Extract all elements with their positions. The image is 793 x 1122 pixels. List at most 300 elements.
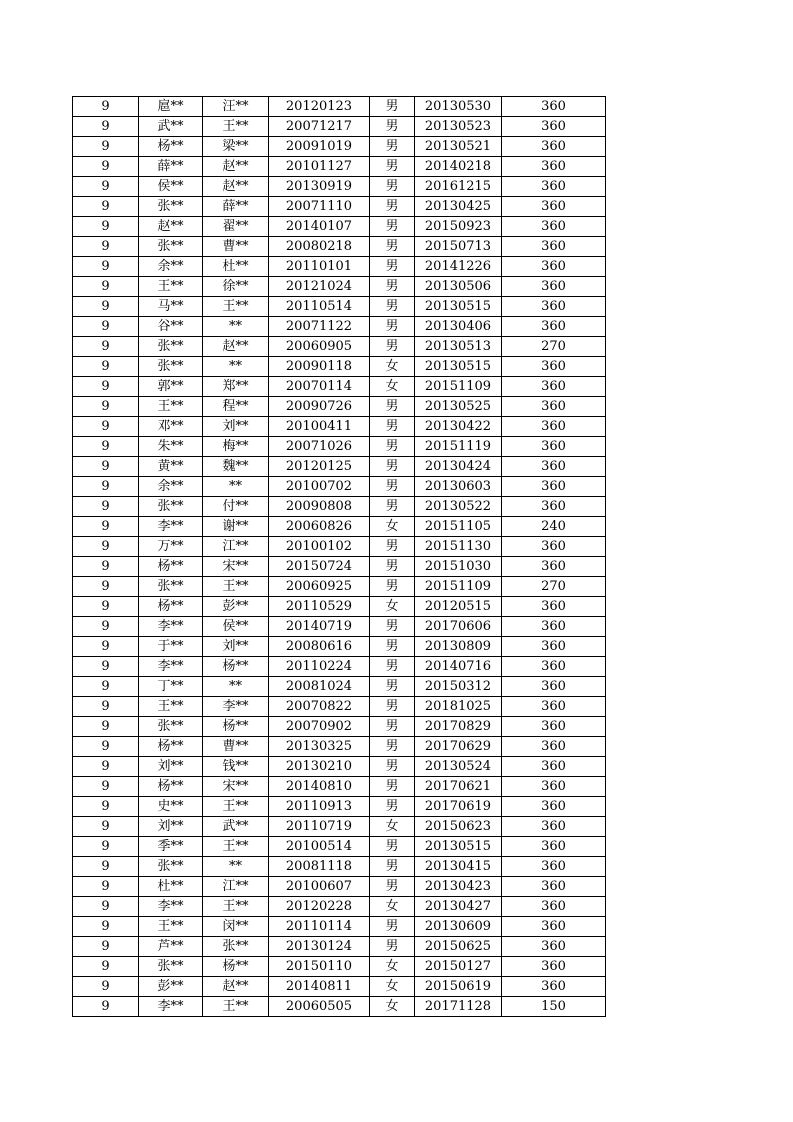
birth-date-cell: 20130325 <box>269 737 370 757</box>
group-cell: 9 <box>73 277 139 297</box>
guardian-cell: 魏** <box>203 457 269 477</box>
name-cell: 马** <box>139 297 203 317</box>
amount-cell: 360 <box>502 537 606 557</box>
table-row <box>73 157 606 177</box>
name-cell: 王** <box>139 697 203 717</box>
table-body <box>73 97 606 1017</box>
table-row <box>73 617 606 637</box>
guardian-cell: 杜** <box>203 257 269 277</box>
gender-cell: 女 <box>370 517 415 537</box>
name-cell: 彭** <box>139 977 203 997</box>
name-cell: 黄** <box>139 457 203 477</box>
gender-cell: 男 <box>370 497 415 517</box>
start-date-cell: 20130530 <box>415 97 502 117</box>
group-cell: 9 <box>73 177 139 197</box>
amount-cell: 360 <box>502 317 606 337</box>
table-row <box>73 857 606 877</box>
birth-date-cell: 20091019 <box>269 137 370 157</box>
guardian-cell: 江** <box>203 537 269 557</box>
amount-cell: 360 <box>502 297 606 317</box>
birth-date-cell: 20060925 <box>269 577 370 597</box>
group-cell: 9 <box>73 137 139 157</box>
table-row <box>73 877 606 897</box>
table-row <box>73 797 606 817</box>
table-row <box>73 637 606 657</box>
birth-date-cell: 20071122 <box>269 317 370 337</box>
group-cell: 9 <box>73 957 139 977</box>
data-table <box>72 96 606 1017</box>
name-cell: 张** <box>139 857 203 877</box>
birth-date-cell: 20071217 <box>269 117 370 137</box>
start-date-cell: 20130515 <box>415 837 502 857</box>
group-cell: 9 <box>73 917 139 937</box>
table-row <box>73 837 606 857</box>
name-cell: 于** <box>139 637 203 657</box>
table-row <box>73 477 606 497</box>
amount-cell: 270 <box>502 337 606 357</box>
table-row <box>73 377 606 397</box>
gender-cell: 男 <box>370 877 415 897</box>
group-cell: 9 <box>73 817 139 837</box>
gender-cell: 男 <box>370 317 415 337</box>
gender-cell: 男 <box>370 137 415 157</box>
gender-cell: 男 <box>370 717 415 737</box>
gender-cell: 男 <box>370 637 415 657</box>
birth-date-cell: 20130919 <box>269 177 370 197</box>
amount-cell: 360 <box>502 397 606 417</box>
birth-date-cell: 20121024 <box>269 277 370 297</box>
group-cell: 9 <box>73 417 139 437</box>
amount-cell: 360 <box>502 197 606 217</box>
start-date-cell: 20181025 <box>415 697 502 717</box>
start-date-cell: 20170606 <box>415 617 502 637</box>
gender-cell: 男 <box>370 857 415 877</box>
table-row <box>73 257 606 277</box>
birth-date-cell: 20100102 <box>269 537 370 557</box>
name-cell: 刘** <box>139 757 203 777</box>
birth-date-cell: 20110114 <box>269 917 370 937</box>
group-cell: 9 <box>73 377 139 397</box>
amount-cell: 360 <box>502 677 606 697</box>
start-date-cell: 20120515 <box>415 597 502 617</box>
start-date-cell: 20170621 <box>415 777 502 797</box>
group-cell: 9 <box>73 157 139 177</box>
guardian-cell: 宋** <box>203 777 269 797</box>
name-cell: 邓** <box>139 417 203 437</box>
birth-date-cell: 20100607 <box>269 877 370 897</box>
start-date-cell: 20150713 <box>415 237 502 257</box>
start-date-cell: 20150619 <box>415 977 502 997</box>
guardian-cell: ** <box>203 317 269 337</box>
name-cell: 余** <box>139 477 203 497</box>
birth-date-cell: 20070822 <box>269 697 370 717</box>
name-cell: 李** <box>139 617 203 637</box>
gender-cell: 男 <box>370 237 415 257</box>
birth-date-cell: 20140107 <box>269 217 370 237</box>
start-date-cell: 20130525 <box>415 397 502 417</box>
group-cell: 9 <box>73 857 139 877</box>
birth-date-cell: 20110101 <box>269 257 370 277</box>
group-cell: 9 <box>73 797 139 817</box>
table-row <box>73 137 606 157</box>
name-cell: 侯** <box>139 177 203 197</box>
start-date-cell: 20140218 <box>415 157 502 177</box>
guardian-cell: 宋** <box>203 557 269 577</box>
start-date-cell: 20130423 <box>415 877 502 897</box>
group-cell: 9 <box>73 537 139 557</box>
guardian-cell: 付** <box>203 497 269 517</box>
group-cell: 9 <box>73 597 139 617</box>
start-date-cell: 20130422 <box>415 417 502 437</box>
gender-cell: 女 <box>370 817 415 837</box>
birth-date-cell: 20060905 <box>269 337 370 357</box>
amount-cell: 360 <box>502 857 606 877</box>
name-cell: 薛** <box>139 157 203 177</box>
group-cell: 9 <box>73 937 139 957</box>
birth-date-cell: 20090726 <box>269 397 370 417</box>
birth-date-cell: 20090808 <box>269 497 370 517</box>
guardian-cell: 王** <box>203 297 269 317</box>
start-date-cell: 20130809 <box>415 637 502 657</box>
start-date-cell: 20130515 <box>415 357 502 377</box>
group-cell: 9 <box>73 877 139 897</box>
name-cell: 丁** <box>139 677 203 697</box>
name-cell: 张** <box>139 717 203 737</box>
guardian-cell: 杨** <box>203 717 269 737</box>
name-cell: 史** <box>139 797 203 817</box>
table-row <box>73 237 606 257</box>
table-row <box>73 677 606 697</box>
table-row <box>73 597 606 617</box>
birth-date-cell: 20060826 <box>269 517 370 537</box>
group-cell: 9 <box>73 577 139 597</box>
amount-cell: 360 <box>502 97 606 117</box>
amount-cell: 360 <box>502 457 606 477</box>
group-cell: 9 <box>73 617 139 637</box>
name-cell: 王** <box>139 397 203 417</box>
name-cell: 扈** <box>139 97 203 117</box>
table-row <box>73 657 606 677</box>
birth-date-cell: 20110529 <box>269 597 370 617</box>
start-date-cell: 20150312 <box>415 677 502 697</box>
gender-cell: 男 <box>370 657 415 677</box>
name-cell: 张** <box>139 337 203 357</box>
table-row <box>73 537 606 557</box>
amount-cell: 360 <box>502 897 606 917</box>
table-row <box>73 697 606 717</box>
amount-cell: 360 <box>502 837 606 857</box>
start-date-cell: 20151119 <box>415 437 502 457</box>
start-date-cell: 20140716 <box>415 657 502 677</box>
group-cell: 9 <box>73 717 139 737</box>
start-date-cell: 20130524 <box>415 757 502 777</box>
amount-cell: 360 <box>502 117 606 137</box>
name-cell: 芦** <box>139 937 203 957</box>
gender-cell: 男 <box>370 537 415 557</box>
gender-cell: 女 <box>370 597 415 617</box>
start-date-cell: 20130424 <box>415 457 502 477</box>
guardian-cell: 王** <box>203 797 269 817</box>
name-cell: 杨** <box>139 597 203 617</box>
birth-date-cell: 20120228 <box>269 897 370 917</box>
group-cell: 9 <box>73 337 139 357</box>
group-cell: 9 <box>73 697 139 717</box>
table-row <box>73 317 606 337</box>
birth-date-cell: 20150724 <box>269 557 370 577</box>
table-row <box>73 437 606 457</box>
start-date-cell: 20151130 <box>415 537 502 557</box>
birth-date-cell: 20080616 <box>269 637 370 657</box>
guardian-cell: ** <box>203 677 269 697</box>
amount-cell: 360 <box>502 697 606 717</box>
name-cell: 张** <box>139 357 203 377</box>
gender-cell: 男 <box>370 157 415 177</box>
amount-cell: 360 <box>502 237 606 257</box>
group-cell: 9 <box>73 197 139 217</box>
group-cell: 9 <box>73 257 139 277</box>
gender-cell: 男 <box>370 677 415 697</box>
start-date-cell: 20130522 <box>415 497 502 517</box>
group-cell: 9 <box>73 637 139 657</box>
gender-cell: 男 <box>370 437 415 457</box>
start-date-cell: 20130506 <box>415 277 502 297</box>
amount-cell: 360 <box>502 277 606 297</box>
name-cell: 张** <box>139 197 203 217</box>
amount-cell: 360 <box>502 137 606 157</box>
group-cell: 9 <box>73 997 139 1017</box>
birth-date-cell: 20150110 <box>269 957 370 977</box>
guardian-cell: 杨** <box>203 957 269 977</box>
amount-cell: 360 <box>502 777 606 797</box>
guardian-cell: 王** <box>203 577 269 597</box>
table-row <box>73 577 606 597</box>
birth-date-cell: 20071026 <box>269 437 370 457</box>
amount-cell: 360 <box>502 417 606 437</box>
start-date-cell: 20150923 <box>415 217 502 237</box>
table-row <box>73 517 606 537</box>
table-row <box>73 957 606 977</box>
birth-date-cell: 20110514 <box>269 297 370 317</box>
birth-date-cell: 20110719 <box>269 817 370 837</box>
guardian-cell: 赵** <box>203 337 269 357</box>
table-row <box>73 417 606 437</box>
name-cell: 张** <box>139 577 203 597</box>
guardian-cell: 刘** <box>203 637 269 657</box>
name-cell: 杜** <box>139 877 203 897</box>
start-date-cell: 20150127 <box>415 957 502 977</box>
group-cell: 9 <box>73 757 139 777</box>
start-date-cell: 20151109 <box>415 377 502 397</box>
amount-cell: 360 <box>502 617 606 637</box>
group-cell: 9 <box>73 897 139 917</box>
table-row <box>73 217 606 237</box>
guardian-cell: 赵** <box>203 157 269 177</box>
start-date-cell: 20170629 <box>415 737 502 757</box>
amount-cell: 360 <box>502 957 606 977</box>
guardian-cell: 谢** <box>203 517 269 537</box>
gender-cell: 男 <box>370 477 415 497</box>
guardian-cell: ** <box>203 477 269 497</box>
guardian-cell: 赵** <box>203 177 269 197</box>
amount-cell: 360 <box>502 797 606 817</box>
table-row <box>73 397 606 417</box>
start-date-cell: 20130603 <box>415 477 502 497</box>
group-cell: 9 <box>73 977 139 997</box>
table-row <box>73 757 606 777</box>
table-row <box>73 937 606 957</box>
gender-cell: 男 <box>370 417 415 437</box>
table-row <box>73 497 606 517</box>
guardian-cell: 张** <box>203 937 269 957</box>
name-cell: 杨** <box>139 737 203 757</box>
group-cell: 9 <box>73 217 139 237</box>
guardian-cell: 江** <box>203 877 269 897</box>
birth-date-cell: 20101127 <box>269 157 370 177</box>
amount-cell: 150 <box>502 997 606 1017</box>
guardian-cell: 翟** <box>203 217 269 237</box>
gender-cell: 男 <box>370 757 415 777</box>
name-cell: 张** <box>139 497 203 517</box>
guardian-cell: 王** <box>203 897 269 917</box>
table-row <box>73 117 606 137</box>
birth-date-cell: 20140810 <box>269 777 370 797</box>
guardian-cell: 武** <box>203 817 269 837</box>
gender-cell: 女 <box>370 957 415 977</box>
guardian-cell: 王** <box>203 837 269 857</box>
table-row <box>73 177 606 197</box>
amount-cell: 360 <box>502 657 606 677</box>
name-cell: 杨** <box>139 137 203 157</box>
table-row <box>73 297 606 317</box>
guardian-cell: 郑** <box>203 377 269 397</box>
amount-cell: 360 <box>502 437 606 457</box>
birth-date-cell: 20070902 <box>269 717 370 737</box>
amount-cell: 360 <box>502 637 606 657</box>
guardian-cell: 王** <box>203 117 269 137</box>
gender-cell: 男 <box>370 737 415 757</box>
start-date-cell: 20151030 <box>415 557 502 577</box>
gender-cell: 男 <box>370 97 415 117</box>
name-cell: 杨** <box>139 557 203 577</box>
amount-cell: 360 <box>502 177 606 197</box>
gender-cell: 男 <box>370 197 415 217</box>
guardian-cell: 程** <box>203 397 269 417</box>
gender-cell: 男 <box>370 617 415 637</box>
group-cell: 9 <box>73 457 139 477</box>
guardian-cell: 闵** <box>203 917 269 937</box>
birth-date-cell: 20130210 <box>269 757 370 777</box>
guardian-cell: 李** <box>203 697 269 717</box>
table-row <box>73 817 606 837</box>
table-row <box>73 97 606 117</box>
birth-date-cell: 20120123 <box>269 97 370 117</box>
table-row <box>73 457 606 477</box>
start-date-cell: 20170829 <box>415 717 502 737</box>
guardian-cell: 侯** <box>203 617 269 637</box>
group-cell: 9 <box>73 437 139 457</box>
birth-date-cell: 20090118 <box>269 357 370 377</box>
gender-cell: 男 <box>370 577 415 597</box>
amount-cell: 360 <box>502 817 606 837</box>
gender-cell: 男 <box>370 937 415 957</box>
name-cell: 武** <box>139 117 203 137</box>
start-date-cell: 20130523 <box>415 117 502 137</box>
name-cell: 王** <box>139 917 203 937</box>
guardian-cell: 赵** <box>203 977 269 997</box>
guardian-cell: 刘** <box>203 417 269 437</box>
gender-cell: 男 <box>370 397 415 417</box>
amount-cell: 360 <box>502 257 606 277</box>
amount-cell: 360 <box>502 737 606 757</box>
gender-cell: 男 <box>370 217 415 237</box>
group-cell: 9 <box>73 297 139 317</box>
table-row <box>73 717 606 737</box>
group-cell: 9 <box>73 657 139 677</box>
birth-date-cell: 20081118 <box>269 857 370 877</box>
table-row <box>73 337 606 357</box>
group-cell: 9 <box>73 317 139 337</box>
start-date-cell: 20130515 <box>415 297 502 317</box>
birth-date-cell: 20140811 <box>269 977 370 997</box>
table-row <box>73 917 606 937</box>
gender-cell: 男 <box>370 277 415 297</box>
name-cell: 赵** <box>139 217 203 237</box>
guardian-cell: 梁** <box>203 137 269 157</box>
birth-date-cell: 20130124 <box>269 937 370 957</box>
name-cell: 杨** <box>139 777 203 797</box>
name-cell: 刘** <box>139 817 203 837</box>
start-date-cell: 20130415 <box>415 857 502 877</box>
name-cell: 郭** <box>139 377 203 397</box>
group-cell: 9 <box>73 117 139 137</box>
guardian-cell: ** <box>203 357 269 377</box>
name-cell: 张** <box>139 957 203 977</box>
gender-cell: 男 <box>370 177 415 197</box>
group-cell: 9 <box>73 397 139 417</box>
start-date-cell: 20151109 <box>415 577 502 597</box>
group-cell: 9 <box>73 737 139 757</box>
gender-cell: 女 <box>370 897 415 917</box>
table-row <box>73 557 606 577</box>
start-date-cell: 20130425 <box>415 197 502 217</box>
table-row <box>73 897 606 917</box>
guardian-cell: 汪** <box>203 97 269 117</box>
start-date-cell: 20150625 <box>415 937 502 957</box>
name-cell: 张** <box>139 237 203 257</box>
gender-cell: 男 <box>370 917 415 937</box>
birth-date-cell: 20110224 <box>269 657 370 677</box>
amount-cell: 360 <box>502 757 606 777</box>
gender-cell: 女 <box>370 997 415 1017</box>
guardian-cell: 梅** <box>203 437 269 457</box>
amount-cell: 360 <box>502 937 606 957</box>
gender-cell: 女 <box>370 977 415 997</box>
gender-cell: 女 <box>370 377 415 397</box>
amount-cell: 360 <box>502 877 606 897</box>
birth-date-cell: 20081024 <box>269 677 370 697</box>
guardian-cell: 钱** <box>203 757 269 777</box>
amount-cell: 240 <box>502 517 606 537</box>
gender-cell: 女 <box>370 357 415 377</box>
group-cell: 9 <box>73 777 139 797</box>
group-cell: 9 <box>73 497 139 517</box>
gender-cell: 男 <box>370 557 415 577</box>
amount-cell: 360 <box>502 217 606 237</box>
name-cell: 余** <box>139 257 203 277</box>
birth-date-cell: 20100411 <box>269 417 370 437</box>
table-row <box>73 977 606 997</box>
start-date-cell: 20130427 <box>415 897 502 917</box>
